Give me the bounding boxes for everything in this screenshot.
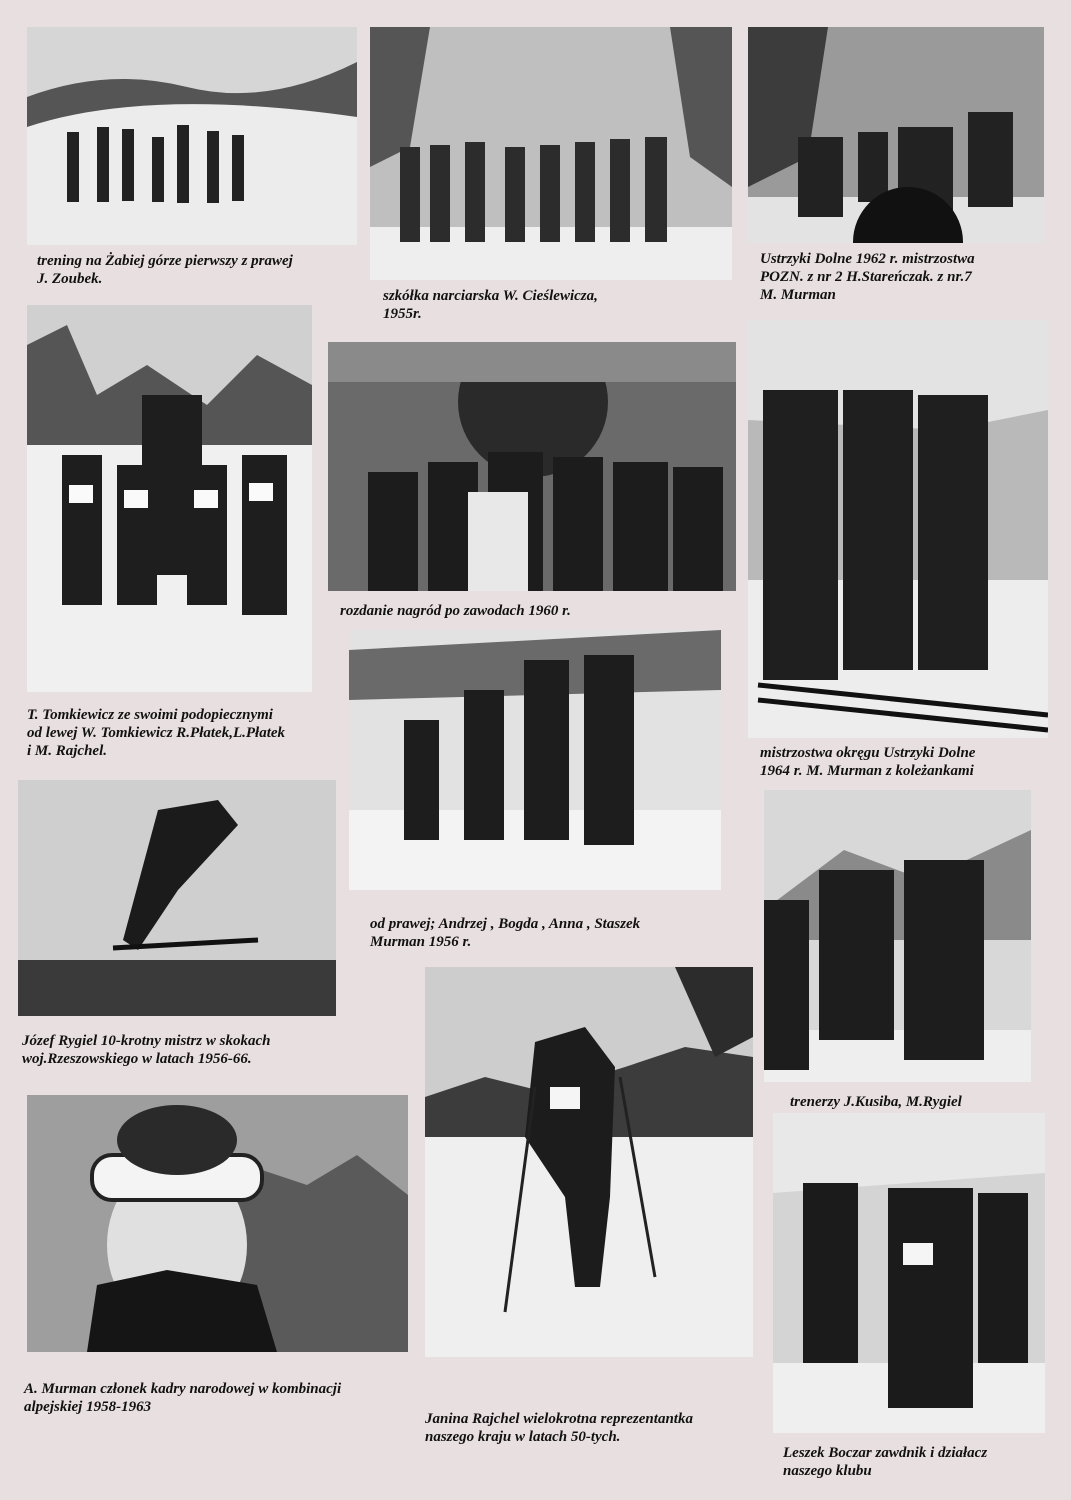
caption-photo-5: rozdanie nagród po zawodach 1960 r. [340,603,571,619]
caption-photo-8: Józef Rygiel 10-krotny mistrz w skokach woj.Rzeszowskiego w latach 1956-66. [22,1033,271,1067]
photo-tomkiewicz-group [27,305,312,692]
photo-janina-rajchel [425,967,753,1357]
photo-murman-siblings-1956 [349,630,721,890]
caption-photo-10: A. Murman członek kadry narodowej w kombinacji alpejskiej 1958-1963 [24,1381,342,1415]
caption-photo-2: szkółka narciarska W. Cieślewicza, 1955r. [383,288,598,322]
caption-photo-9: trenerzy J.Kusiba, M.Rygiel [790,1094,962,1110]
caption-photo-4: T. Tomkiewicz ze swoimi podopiecznymi od lewej W. Tomkiewicz R.Płatek,L.Płatek i M. Rajchel. [27,707,286,759]
photo-okreg-1964 [748,320,1048,738]
photo-a-murman-portrait [27,1095,408,1352]
photo-leszek-boczar [773,1113,1045,1433]
photo-ski-school-group [370,27,732,280]
photo-coaches-kusiba-rygiel [764,790,1031,1082]
photo-awards-1960 [328,342,736,591]
caption-photo-6: mistrzostwa okręgu Ustrzyki Dolne 1964 r. M. Murman z koleżankami [760,745,976,779]
caption-photo-7: od prawej; Andrzej , Bogda , Anna , Staszek Murman 1956 r. [370,916,641,950]
caption-photo-1: trening na Żabiej górze pierwszy z prawej J. Zoubek. [37,253,293,287]
photo-ustrzyki-1962 [748,27,1044,243]
photo-zabia-gora-training [27,27,357,245]
caption-photo-11: Janina Rajchel wielokrotna reprezentantka naszego kraju w latach 50-tych. [425,1411,693,1445]
photo-rygiel-ski-jump [18,780,336,1016]
caption-photo-3: Ustrzyki Dolne 1962 r. mistrzostwa POZN. z nr 2 H.Stareńczak. z nr.7 M. Murman [760,251,975,303]
caption-photo-12: Leszek Boczar zawdnik i działacz naszego klubu [783,1445,988,1479]
